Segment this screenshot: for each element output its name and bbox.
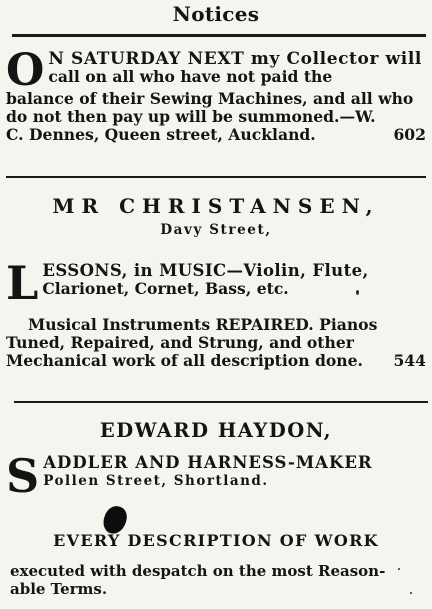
notice-signature-line (6, 126, 426, 144)
notice-number: 544 (393, 351, 426, 370)
notice-saddler (6, 449, 426, 503)
notice-line: Musical Instruments REPAIRED. Pianos (28, 315, 378, 334)
notice-body (10, 562, 428, 598)
divider-rule (14, 401, 428, 403)
divider-rule (6, 176, 426, 178)
print-speck (398, 568, 400, 570)
notice-line: ADDLER AND HARNESS-MAKER (43, 453, 373, 472)
dropcap: O (6, 45, 45, 96)
notice-line: Pollen Street, Shortland. (43, 473, 269, 489)
notice-signature: C. Dennes, Queen street, Auckland. (6, 125, 316, 144)
notice-number: 602 (393, 125, 426, 144)
notice-collector (6, 45, 426, 144)
notice-body (6, 316, 426, 370)
notice-line: executed with despatch on the most Reason- (10, 562, 386, 580)
notice-title: MR CHRISTANSEN, (52, 194, 380, 218)
notice-line: balance of their Sewing Machines, and all who (6, 89, 414, 108)
notice-subtitle: Davy Street, (160, 222, 272, 238)
notice-line: able Terms. (10, 580, 108, 598)
notice-music-lessons (6, 256, 426, 310)
print-speck (356, 290, 359, 295)
divider-rule (12, 34, 426, 37)
notice-text: Mechanical work of all description done. (6, 351, 363, 370)
notice-line: Clarionet, Cornet, Bass, etc. (42, 279, 289, 298)
notice-title: EDWARD HAYDON, (99, 419, 333, 442)
notice-line: ESSONS, in MUSIC—Violin, Flute, (42, 261, 369, 280)
dropcap: L (6, 256, 39, 310)
notice-line: N SATURDAY NEXT my Collector will (48, 49, 422, 69)
notice-signature-line (6, 352, 426, 370)
print-speck (410, 592, 412, 594)
notice-line: do not then pay up will be summoned.—W. (6, 107, 376, 126)
dropcap: S (6, 449, 40, 503)
notice-line: Tuned, Repaired, and Strung, and other (6, 333, 354, 352)
notice-line: call on all who have not paid the (48, 67, 333, 86)
page-heading: Notices (172, 2, 260, 26)
notice-subtitle: EVERY DESCRIPTION OF WORK (53, 531, 379, 550)
